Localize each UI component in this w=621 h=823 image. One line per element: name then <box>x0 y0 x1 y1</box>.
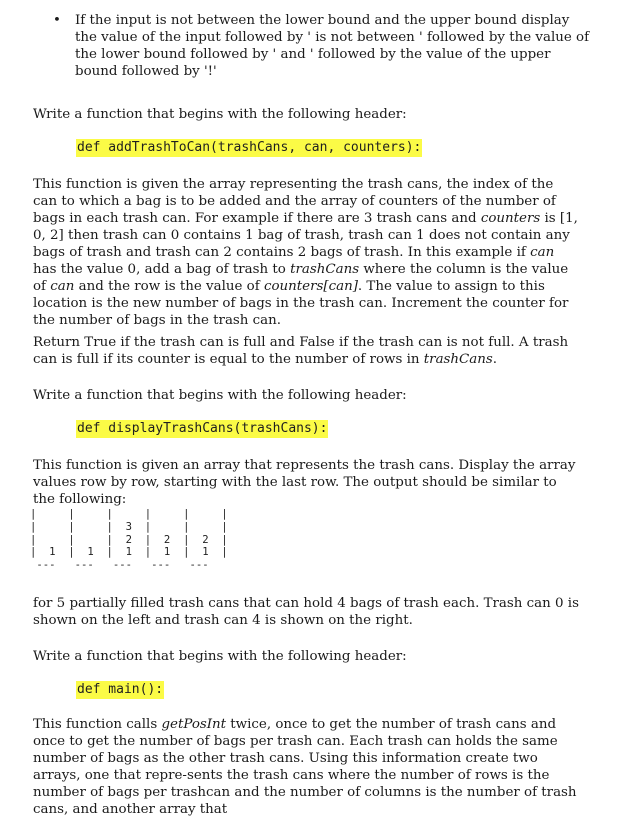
text-run: twice, once to get the number of trash cans and once to get the number of bags per trash can. Each trash can holds the same number of bags as the other trash cans. Using this information create two arrays, one that repre-sents the trash cans where the number of rows is the number of bags per trashcan and the number of columns is the number of trash cans, and another array that <box>33 717 577 817</box>
code-add-trash-to-can: def addTrashToCan(trashCans, can, counters): <box>77 140 422 155</box>
text-run: . <box>492 352 498 367</box>
header-intro-3: Write a function that begins with the following header: <box>33 649 407 664</box>
emphasis-trashcans: trashCans <box>290 262 360 277</box>
text-run: Return True if the trash can is full and False if the trash can is not full. A trash can is full if its counter is equal to the number of rows in <box>33 335 569 367</box>
text-run: where the column is the value of <box>33 262 569 294</box>
emphasis-counters: counters <box>480 211 541 226</box>
paragraph-partial: for 5 partially filled trash cans that can hold 4 bags of trash each. Trash can 0 is shown on the left and trash can 4 is shown on the right. <box>33 596 579 628</box>
bullet-text: If the input is not between the lower bound and the upper bound display the value of the input followed by ' is not between ' followed by the value of the lower bound followed by ' and ' followed by the value of the upper bound followed by '!' <box>75 13 590 79</box>
bullet-marker: • <box>53 13 61 28</box>
code-display-trash-cans: def displayTrashCans(trashCans): <box>77 421 328 436</box>
paragraph-display: This function is given an array that represents the trash cans. Display the array values row by row, starting with the last row. The output should be similar to the following: <box>33 458 576 507</box>
paragraph-add-trash <box>33 176 581 329</box>
trash-cans-output: | | | | | | | | | 3 | | | | | | 2 | 2 | 2 | | 1 | 1 | 1 | 1 | 1 | --- --- --- --- --- <box>30 508 228 572</box>
emphasis-can: can <box>50 279 75 294</box>
emphasis-counters-can: counters[can] <box>263 279 358 294</box>
header-intro-2: Write a function that begins with the following header: <box>33 388 407 403</box>
text-run: and the row is the value of <box>74 279 264 294</box>
paragraph-return <box>33 334 581 368</box>
text-run: is [1, 0, 2] then trash can 0 contains 1 bag of trash, trash can 1 does not contain any bags of trash and trash can 2 contains 2 bags of trash. In this example if <box>33 211 578 260</box>
text-run: This function calls <box>33 717 162 732</box>
paragraph-main <box>33 716 581 818</box>
header-intro-1: Write a function that begins with the following header: <box>33 107 407 122</box>
text-run: This function is given the array representing the trash cans, the index of the can to which a bag is to be added and the array of counters of the number of bags in each trash can. For example if there are 3 trash cans and <box>33 177 556 226</box>
emphasis-getposint: getPosInt <box>161 717 227 732</box>
text-run: has the value 0, add a bag of trash to <box>33 262 291 277</box>
text-run: . The value to assign to this location is the new number of bags in the trash can. Increment the counter for the number of bags in the trash can. <box>33 279 569 328</box>
code-main: def main(): <box>77 682 164 697</box>
emphasis-trashcans: trashCans <box>423 352 493 367</box>
emphasis-can: can <box>530 245 555 260</box>
